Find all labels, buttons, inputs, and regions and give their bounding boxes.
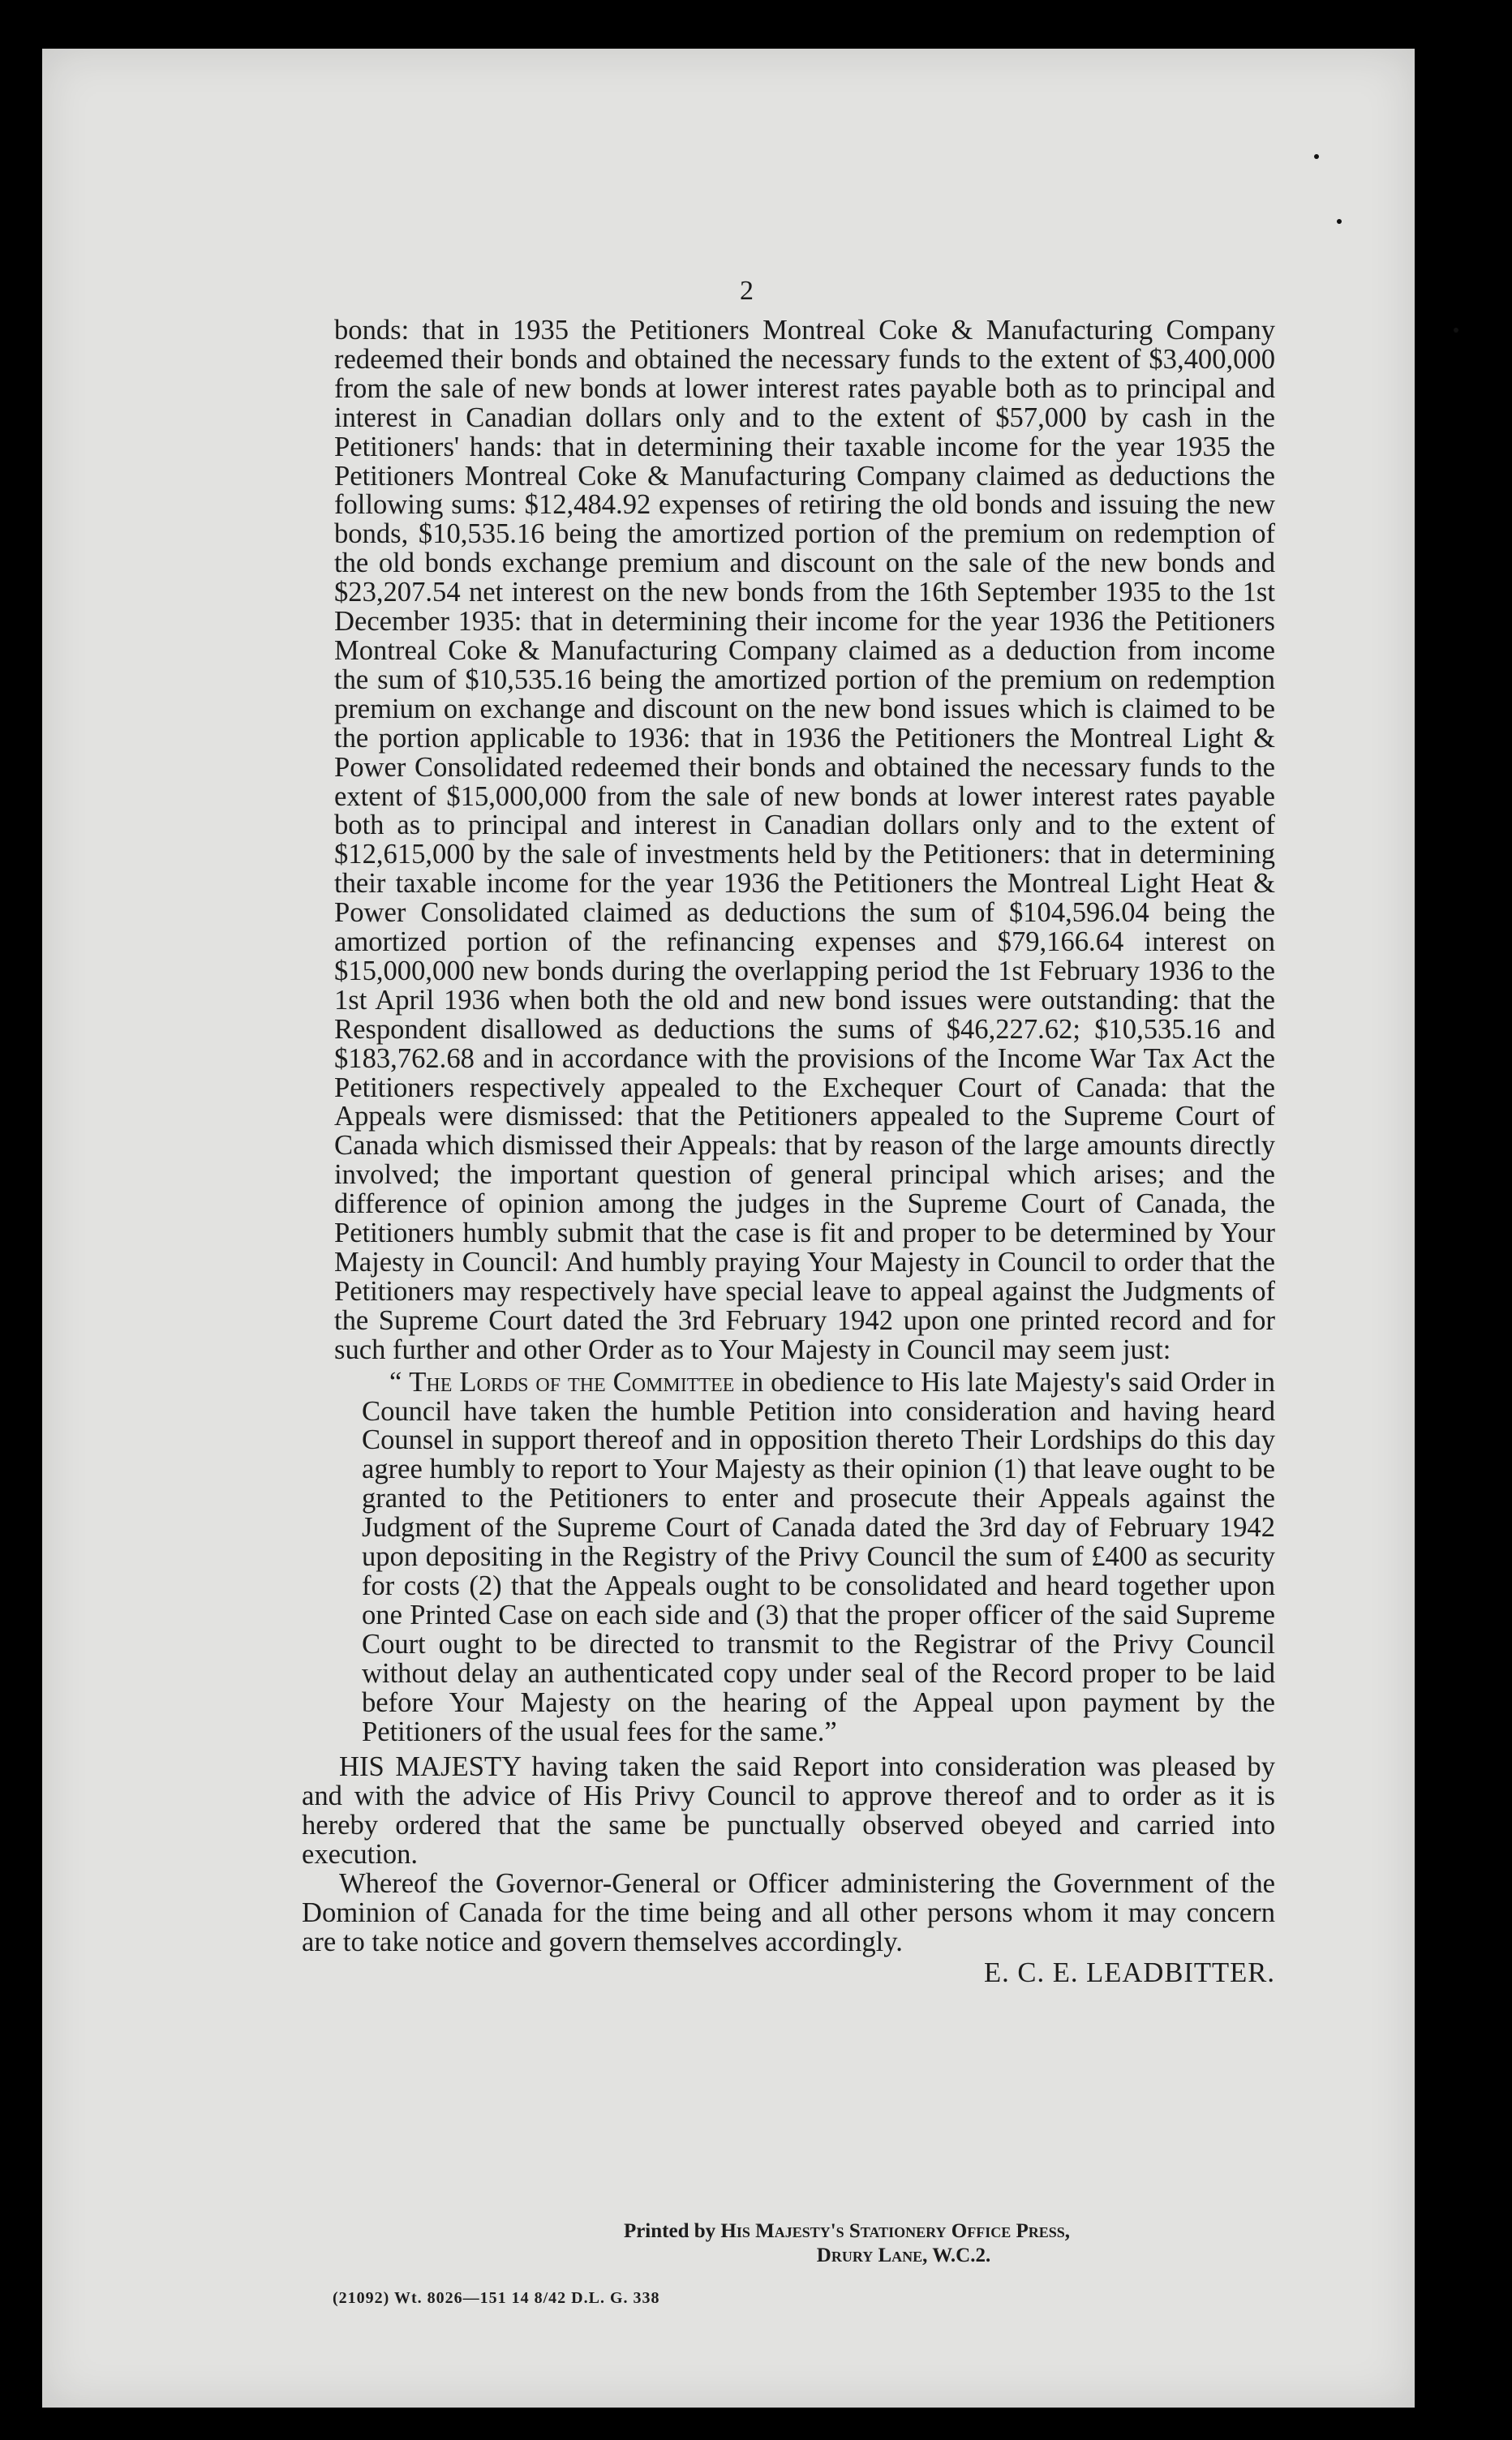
dust-speck [1454,328,1458,333]
dust-speck [1314,154,1319,159]
committee-report-text: in obedience to His late Majesty's said Order in Council have taken the humble Petition into consideration and having heard Counsel in support thereof and in opposition thereto Their Lordships do this day agree humbly to report to Your Majesty as their opinion (1) that leave ought to be granted to the Petitioners to enter and prosecute their Appeals against the Judgment of the Supreme Court of Canada dated the 3rd day of February 1942 upon depositing in the Registry of the Privy Council the sum of £400 as security for costs (2) that the Appeals ought to be consolidated and heard together upon one Printed Case on each side and (3) that the proper officer of the said Supreme Court ought to be directed to transmit to the Registrar of the Privy Council without delay an authenticated copy under seal of the Record proper to be laid before Your Majesty on the hearing of the Appeal upon payment by the Petitioners of the usual fees for the same.” [362,1366,1276,1747]
printer-address: Drury Lane, W.C.2. [816,2245,991,2266]
page-number: 2 [740,276,754,306]
print-code: (21092) Wt. 8026—151 14 8/42 D.L. G. 338 [333,2289,660,2307]
his-majesty-paragraph: HIS MAJESTY having taken the said Report into consideration was pleased by and with the advice of His Privy Council to approve thereof and to order as it is hereby ordered that the same be punctually observed obeyed and carried into execution. [302,1751,1275,1871]
dust-speck [1337,219,1342,224]
lords-of-committee-heading: The Lords of the Committee [409,1366,735,1398]
printer-name: His Majesty's Stationery Office Press, [720,2220,1071,2242]
quote-open: “ [389,1366,410,1398]
committee-report-paragraph [334,1368,1275,1747]
printer-prefix: Printed by [623,2220,721,2242]
document-page [42,49,1415,2408]
petition-paragraph: bonds: that in 1935 the Petitioners Montreal Coke & Manufacturing Company redeemed their bonds and obtained the necessary funds to the extent of $3,400,000 from the sale of new bonds at lower interest rates payable both as to principal and interest in Canadian dollars only and to the extent of $57,000 by cash in the Petitioners' hands: that in determining their taxable income for the year 1935 the Petitioners Montreal Coke & Manufacturing Company claimed as deductions the following sums: $12,484.92 expenses of retiring the old bonds and issuing the new bonds, $10,535.16 being the amortized portion of the premium on redemption of the old bonds exchange premium and discount on the sale of the new bonds and $23,207.54 net interest on the new bonds from the 16th September 1935 to the 1st December 1935: that in determining their income for the year 1936 the Petitioners Montreal Coke & Manufacturing Company claimed as a deduction from income the sum of $10,535.16 being the amortized portion of the premium on redemption premium on exchange and discount on the new bond issues which is claimed to be the portion applicable to 1936: that in 1936 the Petitioners the Montreal Light & Power Consolidated redeemed their bonds and obtained the necessary funds to the extent of $15,000,000 from the sale of new bonds at lower interest rates payable both as to principal and interest in Canadian dollars only and to the extent of $12,615,000 by the sale of investments held by the Petitioners: that in determining their taxable income for the year 1936 the Petitioners the Montreal Light Heat & Power Consolidated claimed as deductions the sum of $104,596.04 being the amortized portion of the refinancing expenses and $79,166.64 interest on $15,000,000 new bonds during the overlapping period the 1st February 1936 to the 1st April 1936 when both the old and new bond issues were outstanding: that the Respondent disallowed as deductions the sums of $46,227.62; $10,535.16 and $183,762.68 and in accordance with the provisions of the Income War Tax Act the Petitioners respectively appealed to the Exchequer Court of Canada: that the Appeals were dismissed: that the Petitioners appealed to the Supreme Court of Canada which dismissed their Appeals: that by reason of the large amounts directly involved; the important question of general principal which arises; and the difference of opinion among the judges in the Supreme Court of Canada, the Petitioners humbly submit that the case is fit and proper to be determined by Your Majesty in Council: And humbly praying Your Majesty in Council to order that the Petitioners may respectively have special leave to appeal against the Judgments of the Supreme Court dated the 3rd February 1942 upon one printed record and for such further and other Order as to Your Majesty in Council may seem just: [334,315,1275,1365]
signature: E. C. E. LEADBITTER. [983,1957,1275,1988]
body-text [302,315,1276,1988]
printer-imprint [539,2219,1155,2268]
whereof-paragraph: Whereof the Governor-General or Officer administering the Government of the Dominion of Canada for the time being and all other persons whom it may concern are to take notice and govern themselves accordingly. [302,1868,1275,1957]
